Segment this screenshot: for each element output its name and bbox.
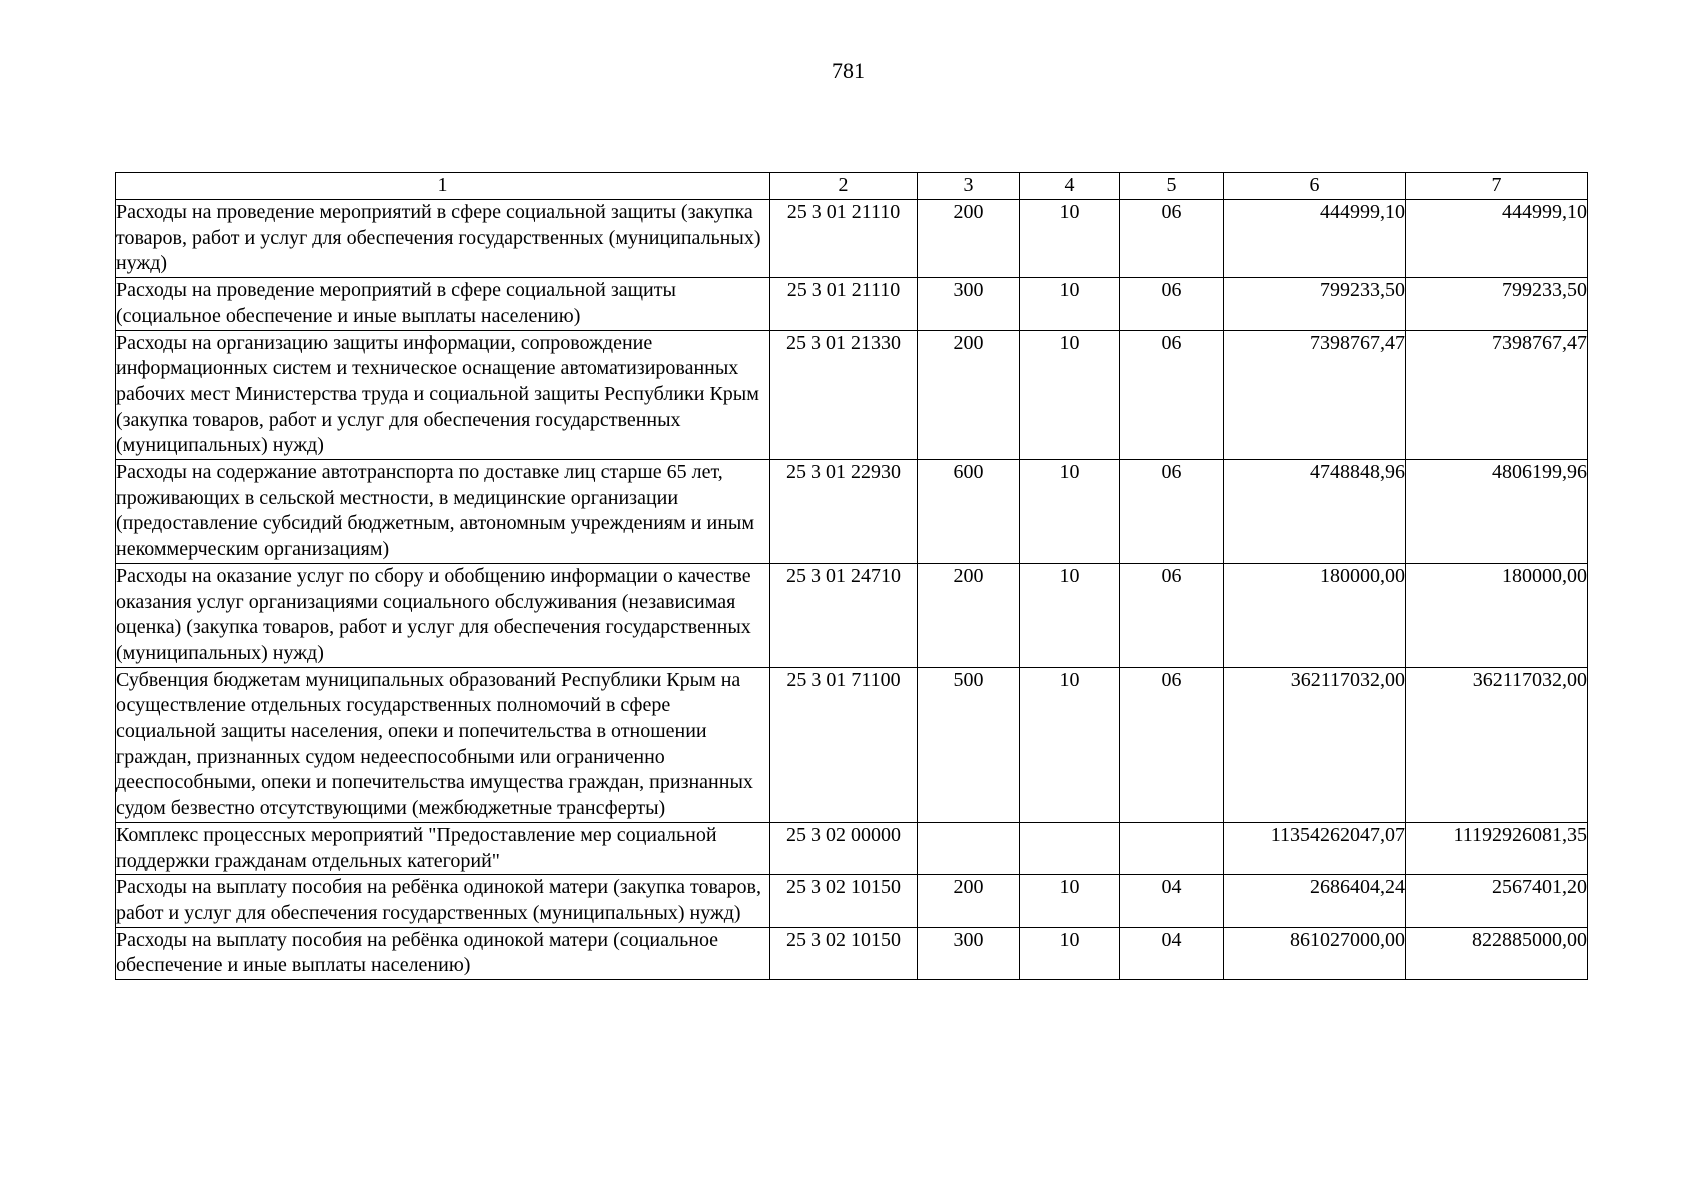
expense-description: Расходы на организацию защиты информации, сопровождение информационных систем и техническое оснащение автоматизированных рабочих мест Министерства труда и социальной защиты Республики Крым (закупка товаров, работ и услуг для обеспечения государственных (муниципальных) нужд): [116, 330, 770, 460]
amount-col6: 861027000,00: [1224, 927, 1406, 979]
expense-type-code: 300: [918, 927, 1020, 979]
column-header: 4: [1020, 173, 1120, 200]
amount-col6: 4748848,96: [1224, 460, 1406, 564]
expense-description: Расходы на проведение мероприятий в сфере социальной защиты (социальное обеспечение и иные выплаты населению): [116, 278, 770, 330]
expense-description: Расходы на выплату пособия на ребёнка одинокой матери (социальное обеспечение и иные выплаты населению): [116, 927, 770, 979]
target-article-code: 25 3 01 21110: [770, 278, 918, 330]
section-code: 10: [1020, 927, 1120, 979]
amount-col7: 2567401,20: [1406, 875, 1588, 927]
target-article-code: 25 3 01 22930: [770, 460, 918, 564]
expense-description: Расходы на выплату пособия на ребёнка одинокой матери (закупка товаров, работ и услуг для обеспечения государственных (муниципальных) нужд): [116, 875, 770, 927]
subsection-code: 06: [1120, 200, 1224, 278]
expense-type-code: 200: [918, 200, 1020, 278]
section-code: 10: [1020, 330, 1120, 460]
expense-description: Расходы на содержание автотранспорта по доставке лиц старше 65 лет, проживающих в сельской местности, в медицинские организации (предоставление субсидий бюджетным, автономным учреждениям и иным некоммерческим организациям): [116, 460, 770, 564]
expense-description: Расходы на оказание услуг по сбору и обобщению информации о качестве оказания услуг организациями социального обслуживания (независимая оценка) (закупка товаров, работ и услуг для обеспечения государственных (муниципальных) нужд): [116, 563, 770, 667]
subsection-code: [1120, 822, 1224, 874]
table-row: [116, 875, 1588, 927]
section-code: 10: [1020, 278, 1120, 330]
page-number: 781: [832, 58, 865, 83]
section-code: 10: [1020, 200, 1120, 278]
amount-col7: 362117032,00: [1406, 667, 1588, 822]
subsection-code: 04: [1120, 875, 1224, 927]
section-code: 10: [1020, 667, 1120, 822]
section-code: 10: [1020, 460, 1120, 564]
section-code: [1020, 822, 1120, 874]
expense-description: Субвенция бюджетам муниципальных образований Республики Крым на осуществление отдельных государственных полномочий в сфере социальной защиты населения, опеки и попечительства в отношении граждан, признанных судом недееспособными или ограниченно дееспособными, опеки и попечительства имущества граждан, признанных судом безвестно отсутствующими (межбюджетные трансферты): [116, 667, 770, 822]
amount-col6: 362117032,00: [1224, 667, 1406, 822]
amount-col6: 11354262047,07: [1224, 822, 1406, 874]
table-row: [116, 278, 1588, 330]
amount-col6: 799233,50: [1224, 278, 1406, 330]
table-row: [116, 667, 1588, 822]
amount-col6: 7398767,47: [1224, 330, 1406, 460]
target-article-code: 25 3 01 21110: [770, 200, 918, 278]
expense-type-code: 200: [918, 875, 1020, 927]
expense-type-code: [918, 822, 1020, 874]
table-row: [116, 563, 1588, 667]
amount-col7: 7398767,47: [1406, 330, 1588, 460]
expense-type-code: 300: [918, 278, 1020, 330]
section-code: 10: [1020, 875, 1120, 927]
column-header: 1: [116, 173, 770, 200]
table-row: [116, 460, 1588, 564]
table-row: [116, 330, 1588, 460]
table-row: [116, 822, 1588, 874]
column-header: 7: [1406, 173, 1588, 200]
column-number-row: [116, 173, 1588, 200]
amount-col7: 822885000,00: [1406, 927, 1588, 979]
subsection-code: 06: [1120, 278, 1224, 330]
amount-col7: 180000,00: [1406, 563, 1588, 667]
subsection-code: 06: [1120, 330, 1224, 460]
subsection-code: 06: [1120, 667, 1224, 822]
amount-col6: 2686404,24: [1224, 875, 1406, 927]
target-article-code: 25 3 02 10150: [770, 927, 918, 979]
amount-col6: 180000,00: [1224, 563, 1406, 667]
target-article-code: 25 3 02 00000: [770, 822, 918, 874]
expense-type-code: 600: [918, 460, 1020, 564]
column-header: 2: [770, 173, 918, 200]
expense-type-code: 500: [918, 667, 1020, 822]
expense-description: Расходы на проведение мероприятий в сфере социальной защиты (закупка товаров, работ и услуг для обеспечения государственных (муниципальных) нужд): [116, 200, 770, 278]
expense-type-code: 200: [918, 330, 1020, 460]
column-header: 6: [1224, 173, 1406, 200]
table-row: [116, 927, 1588, 979]
target-article-code: 25 3 01 71100: [770, 667, 918, 822]
target-article-code: 25 3 01 21330: [770, 330, 918, 460]
amount-col7: 4806199,96: [1406, 460, 1588, 564]
section-code: 10: [1020, 563, 1120, 667]
column-header: 5: [1120, 173, 1224, 200]
target-article-code: 25 3 01 24710: [770, 563, 918, 667]
table-row: [116, 200, 1588, 278]
column-header: 3: [918, 173, 1020, 200]
subsection-code: 04: [1120, 927, 1224, 979]
expense-type-code: 200: [918, 563, 1020, 667]
subsection-code: 06: [1120, 563, 1224, 667]
amount-col7: 444999,10: [1406, 200, 1588, 278]
amount-col7: 11192926081,35: [1406, 822, 1588, 874]
amount-col7: 799233,50: [1406, 278, 1588, 330]
target-article-code: 25 3 02 10150: [770, 875, 918, 927]
expense-description: Комплекс процессных мероприятий "Предоставление мер социальной поддержки гражданам отдельных категорий": [116, 822, 770, 874]
budget-table: [115, 172, 1588, 980]
amount-col6: 444999,10: [1224, 200, 1406, 278]
subsection-code: 06: [1120, 460, 1224, 564]
